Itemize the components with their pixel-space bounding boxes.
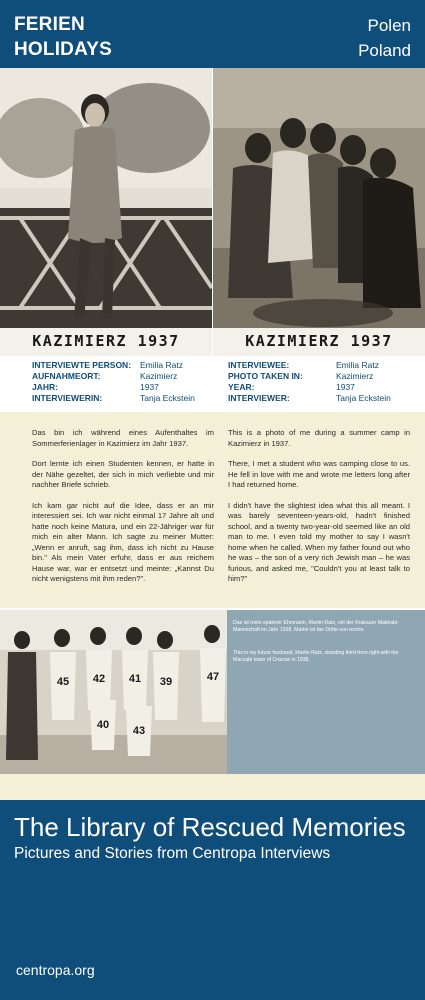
- info-row: [32, 360, 232, 371]
- jersey-number: 39: [159, 676, 173, 688]
- story-paragraph: This is a photo of me during a summer camp in Kazimierz in 1937.: [228, 428, 410, 448]
- info-row: [32, 371, 232, 382]
- interview-info-german: [32, 360, 232, 404]
- info-row: [228, 382, 425, 393]
- country-german: Polen: [367, 16, 411, 35]
- info-value: Emilia Ratz: [336, 360, 379, 370]
- info-value: Tanja Eckstein: [140, 393, 195, 403]
- info-key: INTERVIEWER:: [228, 393, 290, 403]
- info-value: Emilia Ratz: [140, 360, 183, 370]
- series-subtitle: Pictures and Stories from Centropa Interviews: [14, 845, 331, 862]
- info-key: PHOTO TAKEN IN:: [228, 371, 303, 381]
- info-value: Tanja Eckstein: [336, 393, 391, 403]
- jersey-number: 40: [96, 719, 110, 731]
- story-paragraph: Dort lernte ich einen Studenten kennen, er hatte in der Nähe gezeltet, der sich in mich verliebte und mir nachher Briefe schrieb.: [32, 459, 214, 489]
- info-key: INTERVIEWTE PERSON:: [32, 360, 132, 370]
- photo-right-caption: KAZIMIERZ 1937: [213, 328, 425, 354]
- country-english: Poland: [358, 41, 411, 60]
- story-paragraph: I didn't have the slightest idea what this all meant. I was barely seventeen-years-old, hadn't finished school, and a twenty two-year-old seemed like an old man to me. I even told my mother to say I wasn't home when he called. When my father found out who he was – the son of a very rich Jewish man – he was furious, and asked me, "Couldn't you at least talk to him?": [228, 500, 410, 583]
- info-key: JAHR:: [32, 382, 58, 392]
- team-caption-english: This is my future husband, Martin Ratz, standing third from right with the Maccabi team of Cracow in 1938.: [233, 650, 399, 663]
- info-row: [228, 360, 425, 371]
- cream-divider: [0, 774, 425, 800]
- info-key: AUFNAHMEORT:: [32, 371, 101, 381]
- jersey-number: 47: [206, 671, 220, 683]
- photo-group-of-women: [213, 68, 425, 356]
- section-title-english: HOLIDAYS: [14, 39, 113, 60]
- team-caption-panel: [227, 610, 425, 774]
- info-row: [32, 382, 232, 393]
- series-title: The Library of Rescued Memories: [14, 812, 406, 842]
- photo-woman-on-fence-graphic: [0, 68, 212, 356]
- photo-woman-on-fence: [0, 68, 212, 356]
- story-paragraph: There, I met a student who was camping close to us. He fell in love with me and wrote me letters long after I had returned home.: [228, 459, 410, 489]
- header-banner: [0, 0, 425, 68]
- jersey-number: 43: [132, 725, 146, 737]
- info-value: Kazimierz: [140, 371, 178, 381]
- section-title-german: FERIEN: [14, 14, 85, 35]
- info-key: INTERVIEWERIN:: [32, 393, 103, 403]
- jersey-number: 42: [92, 673, 106, 685]
- info-row: [228, 393, 425, 404]
- info-value: 1937: [336, 382, 355, 392]
- info-row: [228, 371, 425, 382]
- story-panel: [0, 412, 425, 608]
- info-key: YEAR:: [228, 382, 255, 392]
- interview-info-english: [228, 360, 425, 404]
- jersey-number: 41: [128, 673, 142, 685]
- jersey-number: 45: [56, 676, 70, 688]
- website-link[interactable]: centropa.org: [16, 962, 95, 978]
- story-paragraph: Ich kam gar nicht auf die Idee, dass er an mir interessiert sei. Ich war nicht einmal 17 Jahre alt und hatte noch keine Matura, und ein 22-Jähriger war für mich ein alter Mann. Ich sagte zu meiner Mutter: „Wenn er anruft, sag ihm, dass ich nicht zu Hause bin." Als mein Vater erfuhr, dass er aus reichem Hause war, war er entsetzt und meinte: „Kannst Du nicht wenigstens mit ihm reden?".: [32, 500, 214, 583]
- photo-group-of-women-graphic: [213, 68, 425, 356]
- photo-strip: [0, 68, 425, 356]
- team-caption-german: Das ist mein späterer Ehemann, Martin Ratz, mit der Krakauer Makkabi-Mannschaft im Jahr 1938. Martin ist der Dritte von rechts.: [233, 620, 399, 633]
- photo-left-caption: KAZIMIERZ 1937: [0, 328, 212, 354]
- info-value: Kazimierz: [336, 371, 374, 381]
- photo-basketball-team-graphic: [0, 610, 227, 774]
- photo-basketball-team: [0, 610, 227, 774]
- info-row: [32, 393, 232, 404]
- story-german: [32, 428, 214, 595]
- info-key: INTERVIEWEE:: [228, 360, 290, 370]
- info-value: 1937: [140, 382, 159, 392]
- story-paragraph: Das bin ich während eines Aufenthaltes im Sommerferienlager in Kazimierz im Jahr 1937.: [32, 428, 214, 448]
- footer-banner: [0, 800, 425, 1000]
- story-english: [228, 428, 410, 595]
